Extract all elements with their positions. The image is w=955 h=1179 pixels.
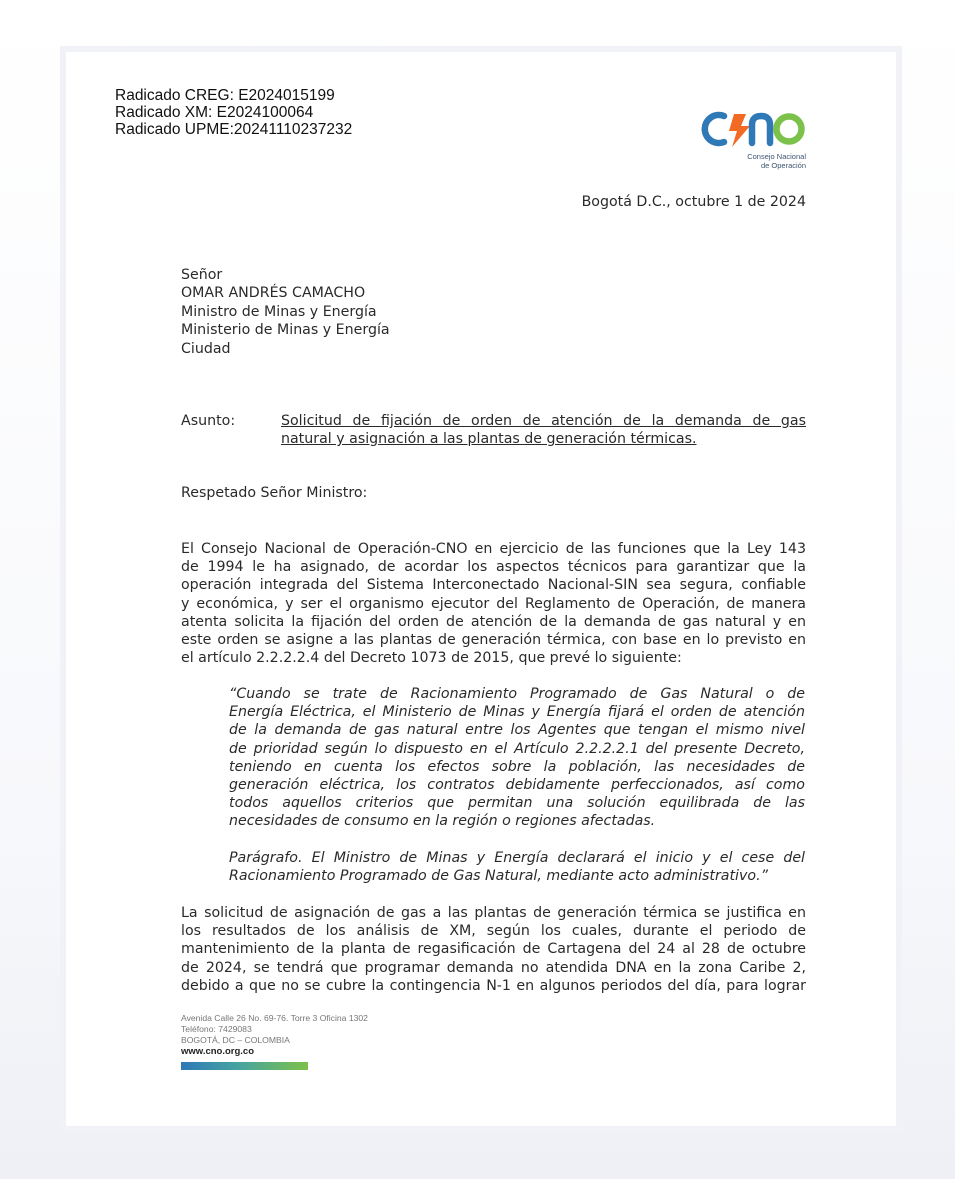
subject-label: Asunto: [181,413,236,429]
radicado-xm: Radicado XM: E2024100064 [115,104,314,121]
addressee-block [181,266,390,358]
addressee-line: Señor [181,267,223,283]
addressee-line: Ciudad [181,340,231,357]
footer-address: Avenida Calle 26 No. 69-76. Torre 3 Oficina 1302 [181,1013,368,1023]
quote-line: todos aquellos criterios que permitan una solución equilibrada de las [229,795,805,812]
decree-quote [229,685,805,831]
decree-quote-paragraph [229,849,805,885]
footer-phone: Teléfono: 7429083 [181,1024,252,1034]
filing-numbers [115,87,352,138]
text-line: operación integrada del Sistema Interconectado Nacional-SIN sea segura, confiable [181,577,806,594]
radicado-upme: Radicado UPME:20241110237232 [115,121,353,138]
subject-text [281,412,806,448]
text-line: de 1994 le ha asignado, de acordar los aspectos técnicos para garantizar que la [181,559,806,576]
logo-subtitle-line: de Operación [760,161,806,170]
text-line: los resultados de los análisis de XM, según los cuales, durante el periodo de [181,923,806,940]
quote-line: teniendo en cuenta los efectos sobre la población, las necesidades de [229,758,805,775]
body-paragraph-2 [181,904,806,995]
radicado-creg: Radicado CREG: E2024015199 [115,87,335,104]
text-line: el artículo 2.2.2.2.4 del Decreto 1073 de 2015, que prevé lo siguiente: [181,650,682,667]
addressee-line: Ministro de Minas y Energía [181,303,377,320]
quote-line: generación eléctrica, los contratos debidamente perfeccionados, así como [229,777,805,794]
letter-date: Bogotá D.C., octubre 1 de 2024 [581,194,806,210]
quote-line: necesidades de consumo en la región o regiones afectadas. [229,813,656,830]
subject-line: natural y asignación a las plantas de generación térmicas. [281,431,697,447]
text-line: este orden se asigne a las plantas de generación térmica, con base en lo previsto en [181,632,806,649]
logo-subtitle-line: Consejo Nacional [747,152,806,161]
text-line: La solicitud de asignación de gas a las plantas de generación térmica se justifica en [181,905,806,921]
quote-line: Racionamiento Programado de Gas Natural, mediante acto administrativo.” [229,868,768,885]
quote-line: Energía Eléctrica, el Ministerio de Minas y Energía fijará el orden de atención [229,704,805,721]
text-line: y económica, y ser el organismo ejecutor del Reglamento de Operación, de manera [181,595,806,612]
addressee-line: OMAR ANDRÉS CAMACHO [181,285,366,302]
cno-logo-subtitle [747,152,806,170]
quote-line: de la demanda de gas natural entre los Agentes que tengan el mismo nivel [229,722,805,739]
text-line: de 2024, se tendrá que programar demanda no atendida DNA en la zona Caribe 2, [181,959,806,976]
footer-website-link[interactable]: www.cno.org.co [181,1046,255,1057]
quote-line: de prioridad según lo dispuesto en el Artículo 2.2.2.2.1 del presente Decreto, [229,740,805,757]
quote-line: “Cuando se trate de Racionamiento Programado de Gas Natural o de [229,686,805,702]
greeting: Respetado Señor Ministro: [181,485,368,501]
addressee-line: Ministerio de Minas y Energía [181,322,390,339]
footer-color-bar [181,1062,308,1070]
quote-line: Parágrafo. El Ministro de Minas y Energía declarará el inicio y el cese del [229,850,805,866]
letter-footer [181,1013,368,1058]
text-line: El Consejo Nacional de Operación-CNO en ejercicio de las funciones que la Ley 143 [181,541,806,557]
cno-logo-mark [694,107,806,151]
body-paragraph-1 [181,540,806,667]
text-line: debido a que no se cubre la contingencia N-1 en algunos periodos del día, para lograr [181,977,806,994]
cno-logo [694,107,806,173]
text-line: mantenimiento de la planta de regasificación de Cartagena del 24 al 28 de octubre [181,941,806,958]
subject-line: Solicitud de fijación de orden de atención de la demanda de gas [281,413,806,429]
footer-city: BOGOTÁ, DC – COLOMBIA [181,1035,290,1045]
text-line: atenta solicita la fijación del orden de atención de la demanda de gas natural y en [181,613,806,630]
